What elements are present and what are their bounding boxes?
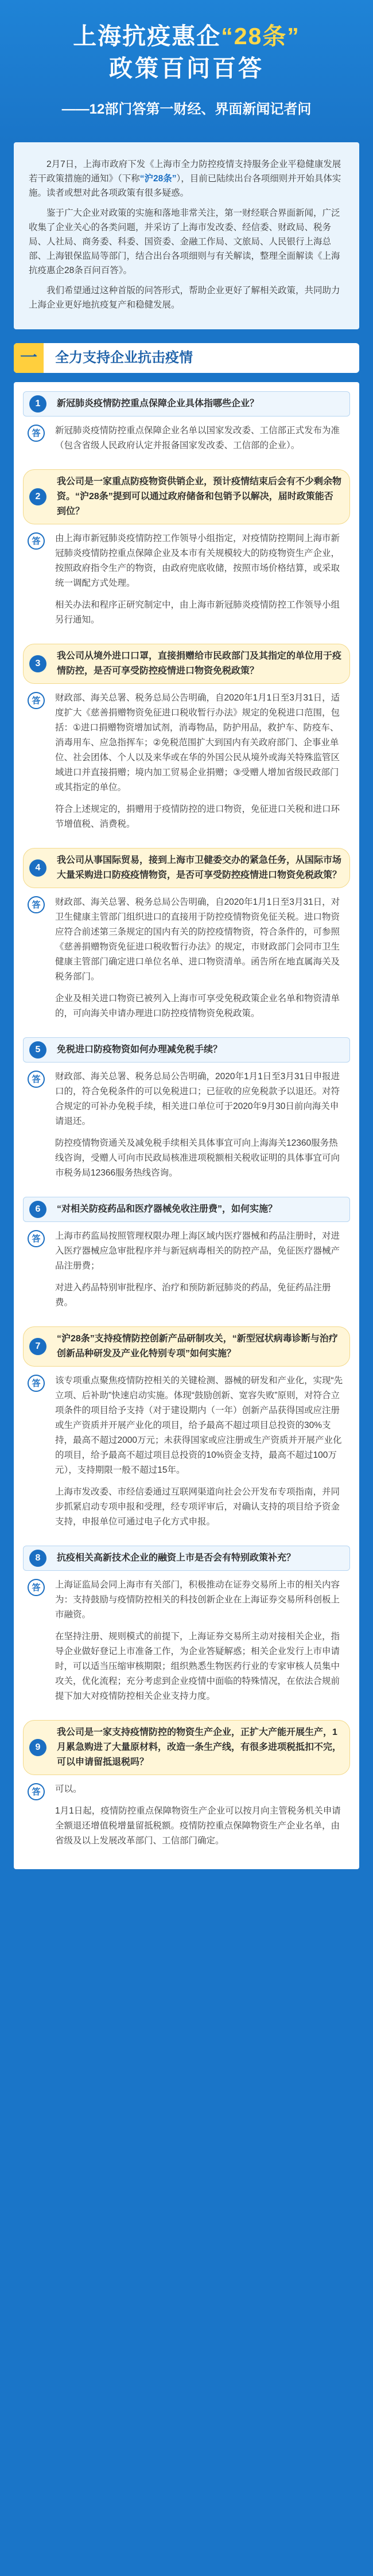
question-box xyxy=(23,1546,350,1571)
answer-icon: 答 xyxy=(28,896,45,913)
question-text: 免税进口防疫物资如何办理减免税手续？ xyxy=(57,1045,223,1054)
answer-block xyxy=(23,1571,350,1713)
answer-paragraph: 相关办法和程序正研究制定中，由上海市新冠肺炎疫情防控工作领导小组另行通知。 xyxy=(55,600,340,625)
qa-item xyxy=(23,848,350,1030)
question-box xyxy=(23,1720,350,1775)
question-text: 我公司是一家支持疫情防控的物资生产企业，正扩大产能开展生产，1月累急购进了大量原材料，改造一条生产线，有很多进项税抵扣不完，可以申请留抵退税吗？ xyxy=(57,1727,342,1767)
answer-paragraph: 财政部、海关总署、税务总局公告明确，2020年1月1日至3月31日申报进口的，符合免税条件的可以免税进口；已征收的应免税款予以退还。对符合规定的可补办免税手续，相关进口单位可于2020年9月30日前向海关申请退还。 xyxy=(55,1072,340,1126)
answer-block xyxy=(23,1775,350,1858)
answer-paragraph: 可以。 xyxy=(55,1784,82,1794)
question-text: “对相关防疫药品和医疗器械免收注册费”，如何实施？ xyxy=(57,1204,278,1214)
page-subtitle: ——12部门答第一财经、界面新闻记者问 xyxy=(61,102,312,117)
answer-icon: 答 xyxy=(28,692,45,709)
answer-block xyxy=(23,1063,350,1190)
qa-item xyxy=(23,469,350,637)
answer-paragraph: 由上海市新冠肺炎疫情防控工作领导小组指定，对疫情防控期间上海市新冠肺炎疫情防控重点保障企业及本市有关规模较大的防疫物资生产企业，按照政府指令生产的物资，由政府兜底收储，按照市场价格结算，或采取统一调配方式处理。 xyxy=(55,534,340,588)
qa-item xyxy=(23,1037,350,1190)
section-number: 一 xyxy=(14,343,44,373)
question-box xyxy=(23,1326,350,1367)
question-text: 我公司从事国际贸易，接到上海市卫健委交办的紧急任务，从国际市场大量采购进口防疫疫情物资，是否可享受防控疫情进口物资免税政策？ xyxy=(57,855,342,880)
answer-icon: 答 xyxy=(28,1375,45,1392)
answer-paragraph: 企业及相关进口物资已被列入上海市可享受免税政策企业名单和物资清单的，可向海关申请办理进口防控疫情物资免税政策。 xyxy=(55,994,340,1018)
answer-icon: 答 xyxy=(28,425,45,442)
question-box xyxy=(23,1197,350,1222)
answer-paragraph: 新冠肺炎疫情防控重点保障企业名单以国家发改委、工信部正式发布为准（包含省级人民政府认定并报备国家发改委、工信部的企业）。 xyxy=(55,426,340,450)
page-title-line1 xyxy=(0,17,373,51)
answer-paragraph: 上海市药监局按照管理权限办理上海区域内医疗器械和药品注册时，对进入医疗器械应急审批程序并与新冠病毒相关的防控产品，免征医疗器械产品注册费； xyxy=(55,1231,340,1271)
section-title: 全力支持企业抗击疫情 xyxy=(55,350,193,365)
answer-paragraph: 上海市发改委、市经信委通过互联网渠道向社会公开发布专项指南，并同步抓紧启动专项申报和受理，经专项评审后，对确认支持的项目给予资金支持，申报单位可通过电子化方式申报。 xyxy=(55,1487,340,1527)
answer-block xyxy=(23,1367,350,1539)
answer-icon: 答 xyxy=(28,1230,45,1247)
answer-paragraph: 在坚持注册、规则模式的前提下，上海证券交易所主动对接相关企业，指导企业做好登记上市准备工作，为企业答疑解惑；相关企业发行上市申请时，可以适当压缩审核期限；组织熟悉生物医药行业的专家审核人员集中攻关，优化流程；充分考虑到企业疫情中面临的特殊情况，在依法合规前提下加大对疫情防控相关企业支持力度。 xyxy=(55,1632,340,1701)
answer-paragraph: 1月1日起，疫情防控重点保障物资生产企业可以按月向主管税务机关申请全额退还增值税增量留抵税额。疫情防控重点保障物资生产企业名单，由省级及以上发展改革部门、工信部门确定。 xyxy=(55,1806,341,1846)
answer-icon: 答 xyxy=(28,1071,45,1088)
answer-block xyxy=(23,888,350,1030)
question-text: 新冠肺炎疫情防控重点保障企业具体指哪些企业？ xyxy=(57,399,259,408)
qa-item xyxy=(23,1546,350,1713)
qa-list xyxy=(14,382,359,1869)
title-part1: 上海抗疫惠企 xyxy=(73,23,222,49)
answer-paragraph: 该专项重点聚焦疫情防控相关的关键检测、器械的研发和产业化，实现“先立项、后补助”快速启动实施。体现“鼓励创新、宽容失败”原则，对符合立项条件的项目给予支持（对于建设期内（一年）创新产品获得国或应注册或生产资质并开展产业化的项目，给予最高不超过项目总投资的30%支持，最高不超过2000万元；未获得国家或应注册或生产资质并开展产业化的项目，给予最高不超过项目总投资的10%资金支持，最高不超过100万元），支持期限一般不超过15年。 xyxy=(55,1376,343,1475)
question-number-badge: 1 xyxy=(29,395,46,413)
question-box xyxy=(23,469,350,524)
question-text: “沪28条”支持疫情防控创新产品研制攻关，“新型冠状病毒诊断与治疗创新品种研发及产业化特别专项”如何实施？ xyxy=(57,1334,338,1359)
question-box xyxy=(23,848,350,888)
qa-item xyxy=(23,1326,350,1539)
intro-p1-highlight: “沪28条” xyxy=(139,174,177,184)
answer-block xyxy=(23,417,350,462)
qa-item xyxy=(23,391,350,462)
question-number-badge: 7 xyxy=(29,1338,46,1355)
question-number-badge: 4 xyxy=(29,859,46,877)
intro-p1-a: 2月7日，上海市政府下发《上海市全力防控疫情支持服务企业平稳健康发展若干政策措施的通知》（下称 xyxy=(29,159,341,184)
answer-block xyxy=(23,684,350,841)
qa-item xyxy=(23,1720,350,1858)
question-number-badge: 8 xyxy=(29,1550,46,1567)
answer-icon: 答 xyxy=(28,1579,45,1596)
page-title-line2: 政策百问百答 xyxy=(109,55,264,81)
header-banner xyxy=(0,0,373,142)
qa-item xyxy=(23,644,350,841)
section-header-1 xyxy=(14,343,359,373)
answer-paragraph: 防控疫情物资通关及减免税手续相关具体事宜可向上海海关12360服务热线咨询，受赠人可向市民政局核准进项税额相关税收证明的具体事宜可向市税务局12366服务热线咨询。 xyxy=(55,1138,340,1178)
answer-paragraph: 符合上述规定的，捐赠用于疫情防控的进口物资，免征进口关税和进口环节增值税、消费税。 xyxy=(55,804,340,829)
question-text: 我公司是一家重点防疫物资供销企业，预计疫情结束后会有不少剩余物资。“沪28条”提到可以通过政府储备和包销予以解决，届时政策能否到位？ xyxy=(57,477,342,516)
answer-paragraph: 财政部、海关总署、税务总局公告明确，自2020年1月1日至3月31日，对卫生健康主管部门组织进口的直接用于防控疫情物资免征关税。进口物资应符合前述第三条规定的国内有关的防控疫情物资，符合条件的，可参照《慈善捐赠物资免征进口税收暂行办法》的规定，市财政部门会同市卫生健康主管部门确定进口单位名单、进口物资清单。函告所在地直属海关及税务部门。 xyxy=(55,897,340,982)
question-number-badge: 2 xyxy=(29,488,46,505)
question-box xyxy=(23,391,350,417)
title-highlight: “28条” xyxy=(221,23,300,49)
question-box xyxy=(23,1037,350,1063)
intro-box xyxy=(14,142,359,329)
answer-paragraph: 上海证监局会同上海市有关部门，积极推动在证券交易所上市的相关内容为：支持鼓励与疫情防控相关的科技创新企业在上海证券交易所科创板上市融资。 xyxy=(55,1580,340,1620)
answer-block xyxy=(23,524,350,637)
question-text: 抗疫相关高新技术企业的融资上市是否会有特别政策补充？ xyxy=(57,1553,296,1563)
question-number-badge: 6 xyxy=(29,1201,46,1218)
answer-paragraph: 财政部、海关总署、税务总局公告明确，自2020年1月1日至3月31日，适度扩大《慈善捐赠物资免征进口税收暂行办法》规定的免税进口范围，包括：①进口捐赠物资增加试剂，消毒物品，防护用品，救护车、防疫车、消毒用车、应急指挥车；②免税范围扩大到国内有关政府部门、企事业单位、社会团体、个人以及来华或在华的外国公民从境外或海关特殊监管区域进口并直接捐赠；境内加工贸易企业捐赠；③受赠人增加省级民政部门或其指定的单位。 xyxy=(55,693,340,792)
intro-paragraph-1 xyxy=(29,157,344,200)
answer-icon: 答 xyxy=(28,1783,45,1800)
question-number-badge: 3 xyxy=(29,655,46,672)
question-box xyxy=(23,644,350,684)
intro-p1-b: ），目前已陆续出台各项细则并开始具体实施。读者或想对此各项政策有很多疑惑。 xyxy=(29,174,341,198)
answer-icon: 答 xyxy=(28,532,45,550)
question-number-badge: 5 xyxy=(29,1041,46,1059)
question-number-badge: 9 xyxy=(29,1739,46,1756)
answer-paragraph: 对进入药品特别审批程序、治疗和预防新冠肺炎的药品，免征药品注册费。 xyxy=(55,1283,331,1308)
intro-paragraph-2: 鉴于广大企业对政策的实施和落地非常关注，第一财经联合界面新闻，广泛收集了企业关心的各类问题，并采访了上海市发改委、经信委、财政局、税务局、人社局、商务委、科委、国资委、金融工作局、文旅局、人民银行上海总部、上海银保监局等部门，结合出台各项细则与有关解读，整理全面解读《上海抗疫惠企28条百问百答》。 xyxy=(29,208,340,275)
question-text: 我公司从境外进口口罩，直接捐赠给市民政部门及其指定的单位用于疫情防控，是否可享受防控疫情进口物资免税政策？ xyxy=(57,651,342,676)
qa-item xyxy=(23,1197,350,1320)
intro-paragraph-3: 我们希望通过这种首版的问答形式，帮助企业更好了解相关政策，共同助力上海企业更好地抗疫复产和稳健发展。 xyxy=(29,286,340,310)
answer-block xyxy=(23,1222,350,1320)
